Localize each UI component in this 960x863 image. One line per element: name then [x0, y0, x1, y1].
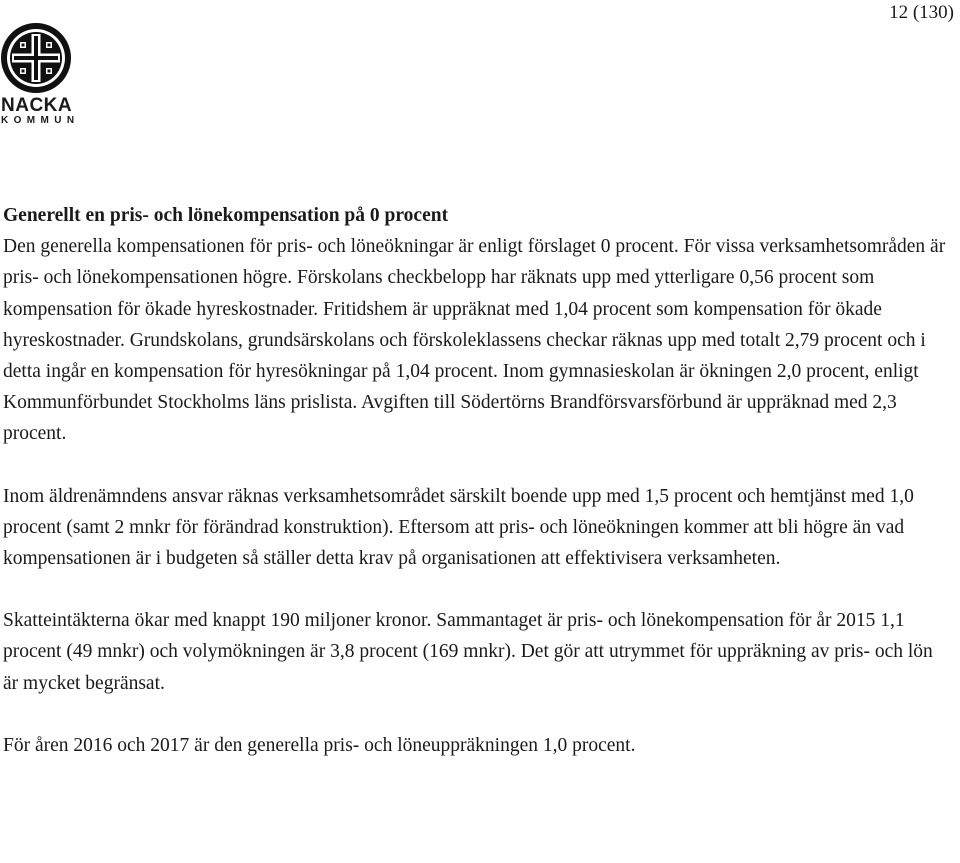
document-body [3, 200, 948, 761]
nacka-coat-of-arms-icon [0, 22, 72, 94]
page-number: 12 (130) [889, 2, 954, 23]
paragraph-elderly-care: Inom äldrenämndens ansvar räknas verksamhetsområdet särskilt boende upp med 1,5 procent och hemtjänst med 1,0 procent (samt 2 mnkr för förändrad konstruktion). Eftersom att pris- och löneökningen kommer att bli högre än vad kompensationen är i budgeten så ställer detta krav på organisationen att effektivisera verksamheten. [3, 485, 914, 570]
logo-name: NACKA [1, 95, 73, 116]
logo-subtitle: KOMMUN [1, 115, 80, 126]
paragraph-future-years: För åren 2016 och 2017 är den generella pris- och löneuppräkningen 1,0 procent. [3, 734, 636, 756]
nacka-logo [0, 22, 80, 126]
paragraph-compensation: Den generella kompensationen för pris- och löneökningar är enligt förslaget 0 procent. För vissa verksamhetsområden är pris- och lönekompensationen högre. Förskolans checkbelopp har räknats upp med ytterligare 0,56 procent som kompensation för ökade hyreskostnader. Fritidshem är uppräknat med 1,04 procent som kompensation för ökade hyreskostnader. Grundskolans, grundsärskolans och förskoleklassens checkar räknas upp med totalt 2,79 procent och i detta ingår en kompensation för hyresökningar på 1,04 procent. Inom gymnasieskolan är ökningen 2,0 procent, enligt Kommunförbundet Stockholms läns prislista. Avgiften till Södertörns Brandförsvarsförbund är uppräknad med 2,3 procent. [3, 236, 946, 445]
paragraph-tax-revenue: Skatteintäkterna ökar med knappt 190 miljoner kronor. Sammantaget är pris- och lönekompensation för år 2015 1,1 procent (49 mnkr) och volymökningen är 3,8 procent (169 mnkr). Det gör att utrymmet för uppräkning av pris- och lön är mycket begränsat. [3, 610, 933, 694]
section-heading: Generellt en pris- och lönekompensation på 0 procent [3, 205, 449, 226]
